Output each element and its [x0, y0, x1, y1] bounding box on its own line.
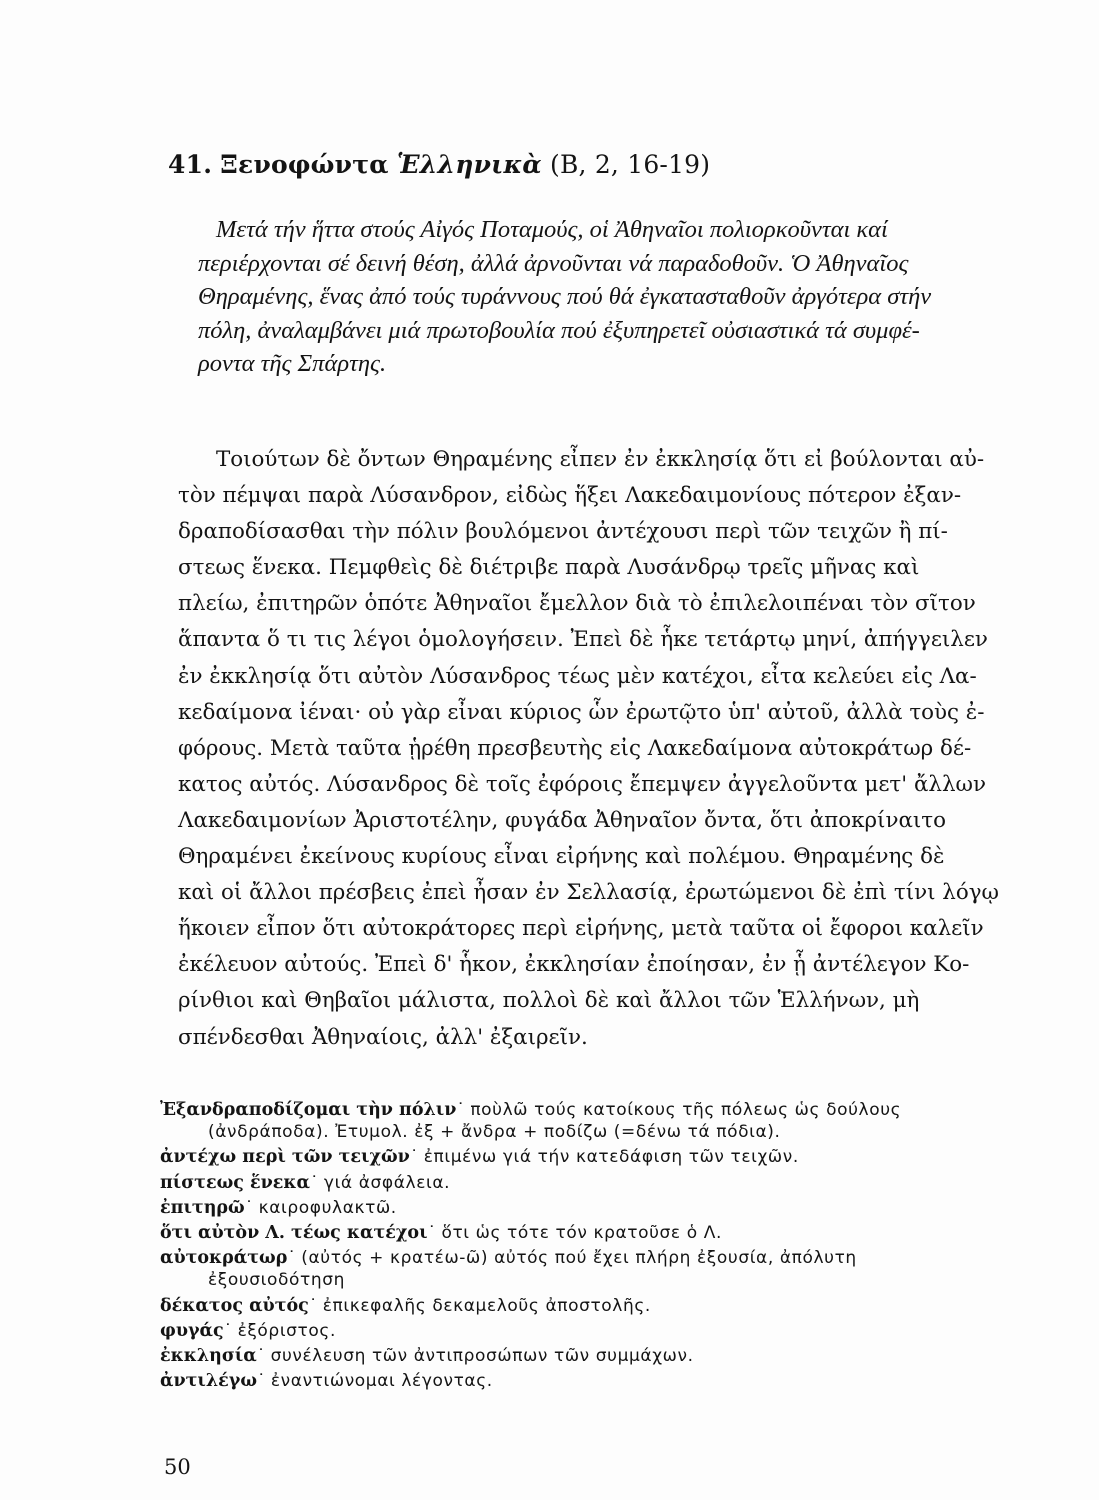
text-line: τὸν πέμψαι παρὰ Λύσανδρον, εἰδὼς ἥξει Λακεδαιμονίους πότερον ἐξαν-	[178, 483, 962, 509]
glossary-term: ἀντέχω περὶ τῶν τειχῶν	[160, 1147, 410, 1168]
glossary-term: ἐκκλησία	[160, 1346, 257, 1367]
glossary-entry: Ἐξανδραποδίζομαι τὴν πόλιν˙ ποὺλῶ τούς κατοίκους τῆς πόλεως ὡς δούλους	[160, 1100, 902, 1120]
text-line: ρίνθιοι καὶ Θηβαῖοι μάλιστα, πολλοὶ δὲ καὶ ἄλλοι τῶν Ἑλλήνων, μὴ	[178, 988, 920, 1014]
glossary-entry: αὐτοκράτωρ˙ (αὐτός + κρατέω-ῶ) αὐτός πού ἔχει πλήρη ἐξουσία, ἀπόλυτη	[160, 1248, 857, 1269]
text-line: Λακεδαιμονίων Ἀριστοτέλην, φυγάδα Ἀθηναῖον ὄντα, ὅτι ἀποκρίναιτο	[178, 807, 946, 833]
intro-line: περιέρχονται σέ δεινή θέση, ἀλλά ἀρνοῦνται νά παραδοθοῦν. Ὁ Ἀθηναῖος	[198, 249, 909, 277]
glossary-entry: ἀντιλέγω˙ ἐναντιώνομαι λέγοντας.	[160, 1371, 493, 1392]
text-line: ἐκέλευον αὐτούς. Ἐπεὶ δ' ἧκον, ἐκκλησίαν ἐποίησαν, ἐν ᾗ ἀντέλεγον Κο-	[178, 952, 970, 978]
glossary-term: δέκατος αὐτός	[160, 1295, 309, 1316]
glossary-term: πίστεως ἕνεκα	[160, 1172, 311, 1193]
glossary-entry: ἀντέχω περὶ τῶν τειχῶν˙ ἐπιμένω γιά τήν κατεδάφιση τῶν τειχῶν.	[160, 1147, 799, 1168]
glossary-entry: φυγάς˙ ἐξόριστος.	[160, 1320, 336, 1341]
glossary-definition: ποὺλῶ τούς κατοίκους τῆς πόλεως ὡς δούλους	[470, 1100, 902, 1120]
glossary-entry: πίστεως ἕνεκα˙ γιά ἀσφάλεια.	[160, 1172, 451, 1193]
text-line: φόρους. Μετὰ ταῦτα ᾑρέθη πρεσβευτὴς εἰς Λακεδαίμονα αὐτοκράτωρ δέ-	[178, 735, 972, 761]
text-line: κατος αὐτός. Λύσανδρος δὲ τοῖς ἐφόροις ἔπεμψεν ἀγγελοῦντα μετ' ἄλλων	[178, 771, 986, 797]
glossary-term: ἐπιτηρῶ	[160, 1197, 245, 1218]
glossary-definition: ἐναντιώνομαι λέγοντας.	[270, 1371, 493, 1392]
glossary-term: αὐτοκράτωρ	[160, 1248, 288, 1269]
intro-line: ροντα τῆς Σπάρτης.	[198, 350, 387, 377]
glossary-definition: ἐπιμένω γιά τήν κατεδάφιση τῶν τειχῶν.	[423, 1147, 799, 1168]
glossary-definition: ὅτι ὡς τότε τόν κρατοῦσε ὁ Λ.	[441, 1223, 722, 1244]
glossary-term: Ἐξανδραποδίζομαι τὴν πόλιν	[160, 1100, 457, 1120]
author-name: Ξενοφώντα	[220, 150, 389, 179]
glossary-definition: ἐξουσιοδότηση	[208, 1270, 345, 1291]
glossary-definition: ἐξόριστος.	[237, 1320, 336, 1341]
section-number: 41.	[168, 150, 213, 179]
glossary-term: ὅτι αὐτὸν Λ. τέως κατέχοι	[160, 1223, 428, 1244]
glossary-entry: δέκατος αὐτός˙ ἐπικεφαλῆς δεκαμελοῦς ἀποστολῆς.	[160, 1295, 651, 1316]
glossary-definition: καιροφυλακτῶ.	[258, 1197, 397, 1218]
glossary-entry: ὅτι αὐτὸν Λ. τέως κατέχοι˙ ὅτι ὡς τότε τόν κρατοῦσε ὁ Λ.	[160, 1223, 722, 1244]
text-line: κεδαίμονα ἰέναι· οὐ γὰρ εἶναι κύριος ὧν ἐρωτῷτο ὑπ' αὐτοῦ, ἀλλὰ τοὺς ἐ-	[178, 699, 985, 725]
glossary-entry: ἐκκλησία˙ συνέλευση τῶν ἀντιπροσώπων τῶν συμμάχων.	[160, 1346, 694, 1367]
ancient-greek-text	[178, 442, 1018, 1056]
glossary-definition: (ἀνδράποδα). Ἐτυμολ. ἐξ + ἄνδρα + ποδίζω (=δένω τά πόδια).	[208, 1122, 781, 1143]
text-line: Τοιούτων δὲ ὄντων Θηραμένης εἶπεν ἐν ἐκκλησίᾳ ὅτι εἰ βούλονται αὐ-	[216, 447, 985, 472]
glossary-definition: γιά ἀσφάλεια.	[323, 1172, 451, 1193]
intro-line: Θηραμένης, ἕνας ἀπό τούς τυράννους πού θά ἐγκατασταθοῦν ἀργότερα στήν	[198, 283, 932, 310]
intro-line: πόλη, ἀναλαμβάνει μιά πρωτοβουλία πού ἐξυπηρετεῖ οὐσιαστικά τά συμφέ-	[198, 316, 920, 344]
page-number: 50	[164, 1455, 191, 1479]
section-heading	[168, 150, 710, 179]
text-line: στεως ἕνεκα. Πεμφθεὶς δὲ διέτριβε παρὰ Λυσάνδρῳ τρεῖς μῆνας καὶ	[178, 555, 920, 581]
text-line: ἐν ἐκκλησίᾳ ὅτι αὐτὸν Λύσανδρος τέως μὲν κατέχοι, εἶτα κελεύει εἰς Λα-	[178, 663, 977, 689]
glossary-term: ἀντιλέγω	[160, 1371, 257, 1392]
text-line: σπένδεσθαι Ἀθηναίοις, ἀλλ' ἐξαιρεῖν.	[178, 1024, 588, 1050]
text-line: δραποδίσασθαι τὴν πόλιν βουλόμενοι ἀντέχουσι περὶ τῶν τειχῶν ἢ πί-	[178, 519, 948, 545]
text-line: ἥκοιεν εἶπον ὅτι αὐτοκράτορες περὶ εἰρήνης, μετὰ ταῦτα οἱ ἔφοροι καλεῖν	[178, 916, 984, 942]
text-line: πλείω, ἐπιτηρῶν ὁπότε Ἀθηναῖοι ἔμελλον διὰ τὸ ἐπιλελοιπέναι τὸν σῖτον	[178, 591, 976, 617]
intro-paragraph	[198, 213, 1004, 381]
glossary-term: φυγάς	[160, 1320, 224, 1341]
glossary-definition: (αὐτός + κρατέω-ῶ) αὐτός πού ἔχει πλήρη ἐξουσία, ἀπόλυτη	[301, 1248, 857, 1269]
glossary-definition: ἐπικεφαλῆς δεκαμελοῦς ἀποστολῆς.	[322, 1295, 651, 1316]
glossary-entry-continued	[160, 1269, 1020, 1291]
glossary-entry-continued	[160, 1121, 1020, 1143]
glossary-definition: συνέλευση τῶν ἀντιπροσώπων τῶν συμμάχων.	[270, 1346, 694, 1367]
text-line: Θηραμένει ἐκείνους κυρίους εἶναι εἰρήνης καὶ πολέμου. Θηραμένης δὲ	[178, 844, 945, 870]
glossary-notes	[160, 1099, 1020, 1392]
glossary-entry: ἐπιτηρῶ˙ καιροφυλακτῶ.	[160, 1197, 397, 1218]
text-line: καὶ οἱ ἄλλοι πρέσβεις ἐπεὶ ἦσαν ἐν Σελλασίᾳ, ἐρωτώμενοι δὲ ἐπὶ τίνι λόγῳ	[178, 880, 999, 906]
work-title: Ἑλληνικὰ	[396, 150, 542, 179]
intro-line: Μετά τήν ἥττα στούς Αἰγός Ποταμούς, οἱ Ἀθηναῖοι πολιορκοῦνται καί	[216, 216, 888, 243]
passage-reference: (Β, 2, 16-19)	[550, 150, 711, 179]
text-line: ἅπαντα ὅ τι τις λέγοι ὁμολογήσειν. Ἐπεὶ δὲ ἧκε τετάρτῳ μηνί, ἀπήγγειλεν	[178, 627, 988, 653]
